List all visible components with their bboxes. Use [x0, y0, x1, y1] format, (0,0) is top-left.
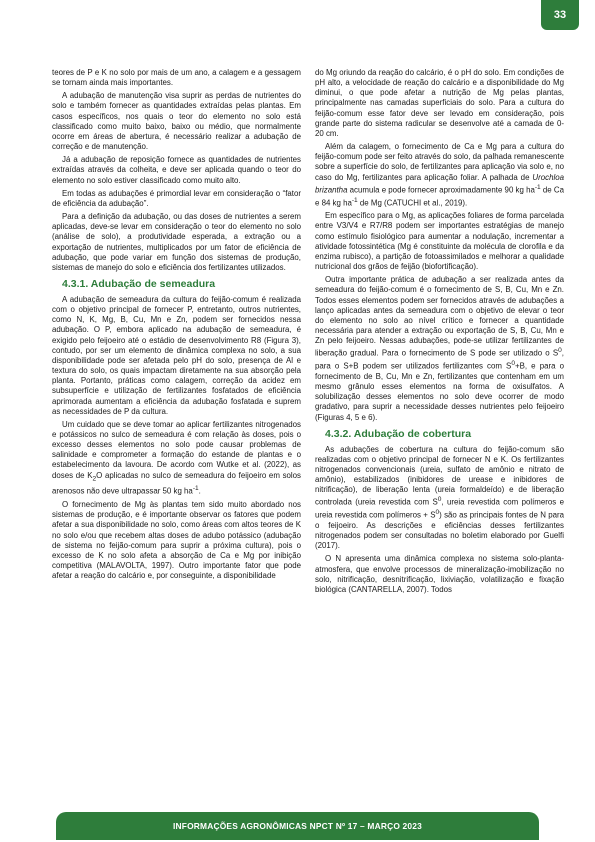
superscript: 0	[435, 509, 440, 517]
paragraph: Em específico para o Mg, as aplicações foliares de forma parcelada entre V3/V4 e R7/R8 podem ser importantes estratégias de manejo como estímulo fisiológico para aumentar a nodulação, incrementar a atividade fotossintética (Mg é constituinte da molécula de clorofila e da enzima rubisco), a partição de fotoassimilados e melhorar a qualidade nutricional dos grãos de feijão (biofortificação).	[315, 211, 564, 272]
paragraph: A adubação de semeadura da cultura do feijão-comum é realizada com o objetivo principal de fornecer P, entretanto, outros nutrientes, como N, K, Mg, B, Cu, Mn e Zn, podem ser fornecidos nessa adubação. O P, embora aplicado na adubação de semeadura, é exigido pelo feijoeiro até o estádio de desenvolvimento R8 (Figura 3), contudo, por ser um elemento de dinâmica complexa no solo, a sua disponibilidade pode ser afetada pelo pH do solo, presença de Al e textura do solo, os quais impactam diretamente na sua absorção pela planta. Portanto, práticas como calagem, correção da acidez em subsuperfície e utilização de fertilizantes fosfatados de eficiência aprimorada aumentam a eficiência da adubação fosfatada e suprem as necessidades de P da cultura.	[52, 294, 301, 416]
superscript: 0	[437, 496, 442, 504]
paragraph	[315, 275, 564, 422]
text-run: Além da calagem, o fornecimento de Ca e Mg para a cultura do feijão-comum pode ser feito através do solo, da palhada remanescente sobre a superfície do solo, de fertilizantes para aplicação via solo e, no caso do Mg, fertilizantes para aplicação foliar. A palhada de	[315, 142, 564, 182]
text-run: Um cuidado que se deve tomar ao aplicar fertilizantes nitrogenados e potássicos no sulco de semeadura é com relação às doses, pois o excesso desses elementos no solo pode causar problemas de salinidade e comprometer a formação do estande de plantas e o estabelecimento da lavoura. De acordo com Wutke et al. (2022), as doses de K	[52, 419, 301, 480]
paragraph: O fornecimento de Mg às plantas tem sido muito abordado nos sistemas de produção, e é importante observar os fatores que podem afetar a sua disponibilidade no solo, como áreas com altos teores de K no solo e/ou que recebem altas doses de adubo potássico (adubação de sistema no feijão-comum para suprir a próxima cultura), pois o excesso de K no solo afeta a absorção de Ca e Mg por inibição competitiva (MALAVOLTA, 1997). Outro importante fator que pode afetar a reação do calcário e, por conseguinte, a disponibilidade	[52, 500, 301, 581]
text-run: acumula e pode fornecer aproximadamente 90 kg ha	[347, 185, 535, 195]
right-column	[315, 68, 564, 598]
species-name: Urochloa brizantha	[315, 172, 564, 195]
text-run: , para o S+B podem ser utilizados fertilizantes com S	[315, 348, 564, 371]
superscript: -1	[351, 196, 358, 204]
text-run: ) são as principais fontes de N para o feijoeiro. As descrições e eficiências desses fertilizantes nitrogenados podem ser consultadas no boletim elaborado por Guelfi (2017).	[315, 510, 564, 551]
text-run: Outra importante prática de adubação a ser realizada antes da semeadura do feijão-comum é o fornecimento de S, B, Cu, Mn e Zn. Todos esses elementos podem ser fornecidos através de adubações a lanço aplicadas antes da semeadura com o objetivo de elevar o teor do elemento no solo ao nível crítico e fornecer a quantidade necessária para atender a extração ou exportação de S, B, Cu, Mn e Zn pelo feijoeiro. Nessas adubações, pode-se utilizar fertilizantes de liberação gradual. Para o fornecimento de S pode ser utilizado o S	[315, 275, 564, 358]
paragraph: teores de P e K no solo por mais de um ano, a calagem e a gessagem se tornam ainda mais importantes.	[52, 68, 301, 88]
paragraph	[52, 420, 301, 497]
section-heading-cobertura: 4.3.2. Adubação de cobertura	[325, 427, 472, 440]
subscript: 2	[92, 475, 97, 483]
paragraph: O N apresenta uma dinâmica complexa no sistema solo-planta-atmosfera, que envolve processos de mineralização-imobilização no solo, nitrificação, desnitrificação, lixiviação, volatilização e fixação biológica (CANTARELLA, 2007). Todos	[315, 554, 564, 594]
text-run: As adubações de cobertura na cultura do feijão-comum são realizadas com o objetivo principal de fornecer N e K. Os fertilizantes nitrogenados convencionais (ureia, sulfato de amônio e nitrato de amônio), estabilizados (inibidores de urease e inibidores de nitrificação), de liberação lenta (ureia formaldeído) e de liberação controlada (ureia revestida com S	[315, 444, 564, 508]
paragraph: Em todas as adubações é primordial levar em consideração o “fator de eficiência da adubação”.	[52, 188, 301, 208]
paragraph: Para a definição da adubação, ou das doses de nutrientes a serem aplicadas, deve-se levar em consideração o teor do elemento no solo (análise de solo), a produtividade esperada, a extração ou a exportação de nutrientes, multiplicados por um fator de eficiência de adubação, que pode variar em função dos sistemas de produção, sistemas de manejo do solo e eficiência dos fertilizantes utilizados.	[52, 212, 301, 272]
text-run: de Ca e 84 kg ha	[315, 185, 564, 208]
text-run: +B, e para o fornecimento de B, Cu, Mn e Zn, fertilizantes que contenham em um mesmo grânulo esses elementos na forma de oxisulfatos. A solubilização desses elementos no solo deve ocorrer de modo gradativo, para suprir a necessidade desses nutrientes pelo feijoeiro (Figuras 4, 5 e 6).	[315, 361, 564, 422]
section-heading-semeadura: 4.3.1. Adubação de semeadura	[62, 277, 216, 290]
paragraph: Já a adubação de reposição fornece as quantidades de nutrientes extraídas através da colheita, e deve ser aplicada quando o teor do elemento no solo estiver classificado como muito alto.	[52, 155, 301, 185]
article-body	[52, 68, 564, 598]
paragraph: do Mg oriundo da reação do calcário, é o pH do solo. Em condições de pH alto, a velocidade de reação do calcário e a disponibilidade do Mg diminui, o que pode afetar a nutrição de Mg pelas plantas, principalmente nas camadas superficiais do solo. Para a cultura do feijão-comum esse fator deve ser levado em consideração, pois grande parte do sistema radicular se desenvolve até a camada de 0-20 cm.	[315, 68, 564, 138]
text-run: , ureia revestida com polímeros e ureia revestida com polímeros + S	[315, 498, 564, 520]
superscript: 0	[558, 347, 562, 355]
superscript: -1	[534, 183, 541, 191]
paragraph	[315, 142, 564, 208]
text-run: de Mg (CATUCHI et al., 2019).	[357, 198, 468, 208]
text-run: O aplicadas no sulco de semeadura do feijoeiro em solos arenosos não deve ultrapassar 50 kg ha	[52, 470, 301, 496]
text-run: .	[198, 486, 201, 496]
superscript: -1	[192, 485, 199, 493]
superscript: 0	[511, 360, 515, 368]
footer-banner: INFORMAÇÕES AGRONÔMICAS NPCT Nº 17 – MARÇO 2023	[56, 812, 539, 840]
left-column	[52, 68, 301, 598]
paragraph	[315, 445, 564, 552]
page-number: 33	[541, 0, 579, 30]
paragraph: A adubação de manutenção visa suprir as perdas de nutrientes do solo e também fornecer as quantidades extraídas pelas plantas. Em casos específicos, nos quais o teor do elemento no solo está classificado como muito baixo, baixo ou médio, que normalmente ocorre em áreas de abertura, é necessário realizar a adubação de correção e de manutenção.	[52, 91, 301, 152]
